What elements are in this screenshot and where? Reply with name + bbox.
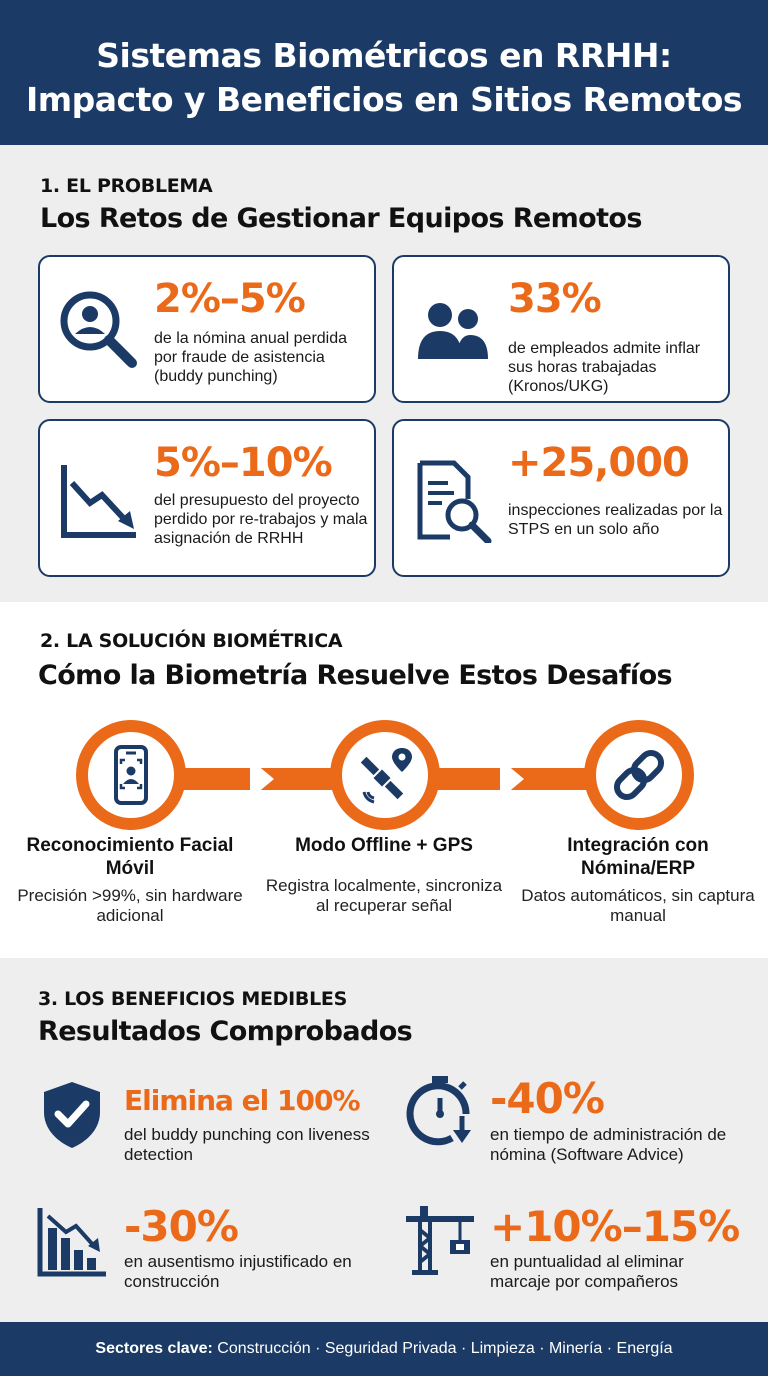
phone-face-icon — [100, 744, 162, 806]
section-title: Los Retos de Gestionar Equipos Remotos — [40, 203, 642, 234]
benefit-desc: en tiempo de administración de nómina (Software Advice) — [490, 1125, 727, 1164]
chevron-right-icon — [250, 759, 274, 799]
stat-desc: del presupuesto del proyecto perdido por re-trabajos y mala asignación de RRHH — [154, 492, 368, 547]
trend-down-icon — [56, 459, 140, 543]
benefit-value: -40% — [490, 1074, 604, 1123]
page-title-line1: Sistemas Biométricos en RRHH: — [96, 36, 672, 75]
document-search-icon — [410, 459, 494, 543]
section-kicker: 1. EL PROBLEMA — [40, 175, 213, 197]
chevron-right-icon — [500, 759, 524, 799]
step-title: Modo Offline + GPS — [295, 835, 473, 856]
bar-chart-down-icon — [36, 1206, 108, 1278]
section-kicker: 3. LOS BENEFICIOS MEDIBLES — [38, 988, 347, 1010]
stat-card — [38, 419, 376, 577]
users-icon — [410, 287, 494, 371]
page-header — [0, 0, 768, 145]
stat-desc: inspecciones realizadas por la STPS en un solo año — [508, 502, 723, 538]
stopwatch-down-icon — [404, 1074, 476, 1146]
step-desc: Datos automáticos, sin captura manual — [521, 886, 755, 925]
section-kicker: 2. LA SOLUCIÓN BIOMÉTRICA — [40, 630, 343, 652]
section-solution — [0, 602, 768, 958]
page-title-line2: Impacto y Beneficios en Sitios Remotos — [25, 80, 743, 119]
footer-sectors — [0, 1322, 768, 1376]
benefit-value: -30% — [124, 1202, 238, 1251]
section-title: Cómo la Biometría Resuelve Estos Desafíos — [38, 660, 672, 691]
stat-card — [38, 255, 376, 403]
shield-check-icon — [36, 1078, 108, 1150]
search-user-icon — [56, 287, 140, 371]
benefit-desc: en ausentismo injustificado en construcción — [124, 1252, 352, 1291]
section-problem — [0, 145, 768, 602]
benefit-value: Elimina el 100% — [124, 1084, 360, 1117]
step-desc: Registra localmente, sincroniza al recuperar señal — [265, 876, 503, 915]
stat-value: 33% — [508, 276, 601, 322]
satellite-gps-icon — [354, 744, 416, 806]
stat-card — [392, 255, 730, 403]
stat-desc: de empleados admite inflar sus horas trabajadas (Kronos/UKG) — [508, 340, 701, 395]
section-title: Resultados Comprobados — [38, 1016, 413, 1047]
step-circle — [330, 720, 440, 830]
benefit-desc: del buddy punching con liveness detection — [124, 1125, 370, 1164]
footer-sectors-list: Construcción · Seguridad Privada · Limpieza · Minería · Energía — [217, 1340, 673, 1357]
stat-desc: de la nómina anual perdida por fraude de asistencia (buddy punching) — [154, 330, 348, 385]
benefit-desc: en puntualidad al eliminar marcaje por compañeros — [490, 1252, 684, 1291]
stat-card — [392, 419, 730, 577]
stat-value: +25,000 — [508, 440, 689, 486]
step-title: Reconocimiento Facial Móvil — [26, 835, 234, 879]
benefit-value: +10%–15% — [490, 1202, 740, 1251]
step-circle — [584, 720, 694, 830]
step-circle — [76, 720, 186, 830]
footer-label: Sectores clave: — [95, 1340, 213, 1357]
section-benefits — [0, 958, 768, 1322]
crane-icon — [404, 1204, 476, 1276]
stat-value: 2%–5% — [154, 276, 305, 322]
stat-value: 5%–10% — [154, 440, 332, 486]
step-title: Integración con Nómina/ERP — [567, 835, 709, 879]
link-icon — [608, 744, 670, 806]
step-desc: Precisión >99%, sin hardware adicional — [17, 886, 243, 925]
